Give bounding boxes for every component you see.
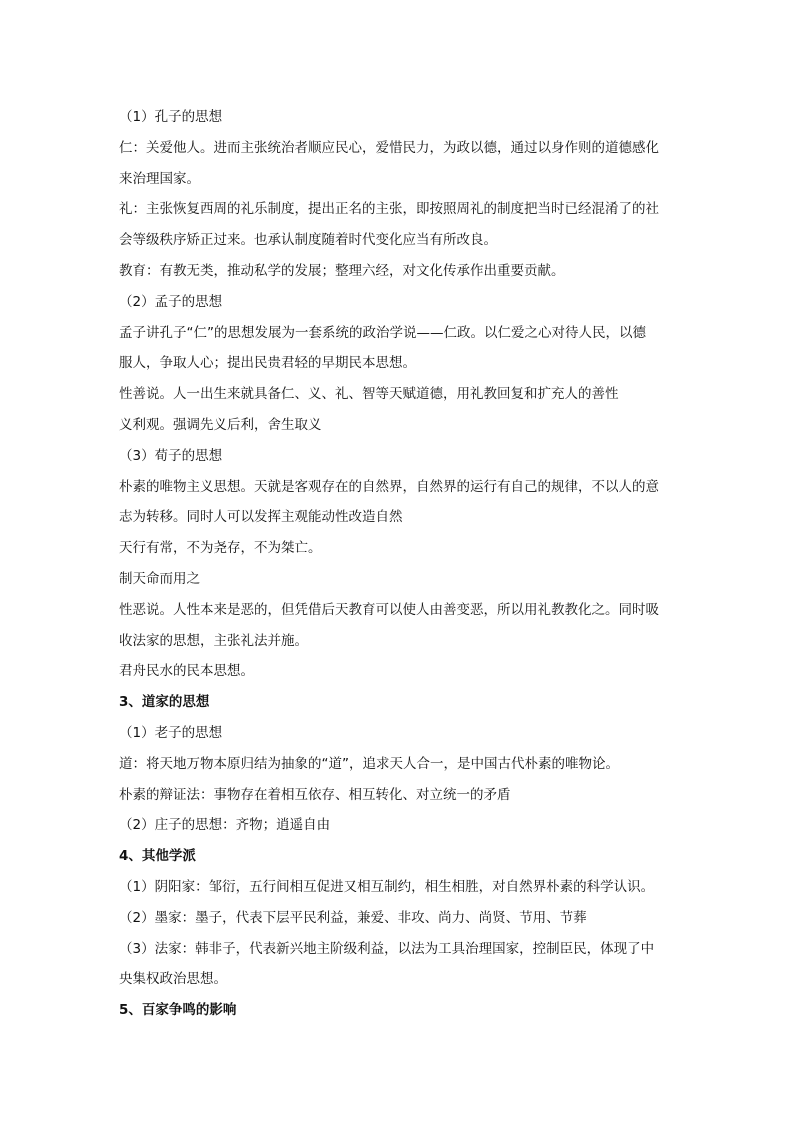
- text-line: 志为转移。同时人可以发挥主观能动性改造自然: [119, 509, 403, 526]
- text-line: 朴素的辩证法：事物存在着相互依存、相互转化、对立统一的矛盾: [119, 786, 511, 803]
- text-line: （2）孟子的思想: [119, 293, 223, 310]
- document-body: [119, 102, 679, 1026]
- text-line: （3）荀子的思想: [119, 447, 223, 464]
- text-line: 君舟民水的民本思想。: [119, 663, 254, 680]
- text-line: 性恶说。人性本来是恶的，但凭借后天教育可以使人由善变恶，所以用礼教教化之。同时吸: [119, 601, 659, 618]
- text-line: 央集权政治思想。: [119, 971, 227, 988]
- section-heading: 4、其他学派: [119, 848, 196, 865]
- text-line: （3）法家：韩非子，代表新兴地主阶级利益，以法为工具治理国家，控制臣民，体现了中: [119, 940, 655, 957]
- text-line: 孟子讲孔子“仁”的思想发展为一套系统的政治学说——仁政。以仁爱之心对待人民，以德: [119, 324, 646, 341]
- text-line: （1）孔子的思想: [119, 109, 223, 125]
- text-line: 服人，争取人心；提出民贵君轻的早期民本思想。: [119, 355, 416, 372]
- text-line: 朴素的唯物主义思想。天就是客观存在的自然界，自然界的运行有自己的规律，不以人的意: [119, 478, 659, 495]
- text-line: 道：将天地万物本原归结为抽象的“道”，追求天人合一，是中国古代朴素的唯物论。: [119, 755, 619, 772]
- text-line: 教育：有教无类，推动私学的发展；整理六经，对文化传承作出重要贡献。: [119, 262, 565, 279]
- text-line: 天行有常，不为尧存，不为桀亡。: [119, 540, 322, 557]
- text-line: 会等级秩序矫正过来。也承认制度随着时代变化应当有所改良。: [119, 232, 497, 249]
- text-line: （1）阴阳家：邹衍，五行间相互促进又相互制约，相生相胜，对自然界朴素的科学认识。: [119, 878, 655, 895]
- text-line: （2）墨家：墨子，代表下层平民利益，兼爱、非攻、尚力、尚贤、节用、节葬: [119, 909, 587, 926]
- text-line: 礼：主张恢复西周的礼乐制度，提出正名的主张，即按照周礼的制度把当时已经混淆了的社: [119, 201, 659, 218]
- text-line: 制天命而用之: [119, 570, 200, 587]
- text-line: 收法家的思想，主张礼法并施。: [119, 632, 308, 649]
- section-heading: 5、百家争鸣的影响: [119, 1002, 237, 1019]
- text-line: 来治理国家。: [119, 170, 200, 187]
- section-heading: 3、道家的思想: [119, 694, 210, 711]
- text-line: （1）老子的思想: [119, 724, 223, 741]
- text-line: 义利观。强调先义后利，舍生取义: [119, 416, 322, 433]
- text-line: 仁：关爱他人。进而主张统治者顺应民心，爱惜民力，为政以德，通过以身作则的道德感化: [119, 139, 659, 156]
- text-line: （2）庄子的思想：齐物；逍遥自由: [119, 817, 331, 834]
- text-line: 性善说。人一出生来就具备仁、义、礼、智等天赋道德，用礼教回复和扩充人的善性: [119, 386, 619, 403]
